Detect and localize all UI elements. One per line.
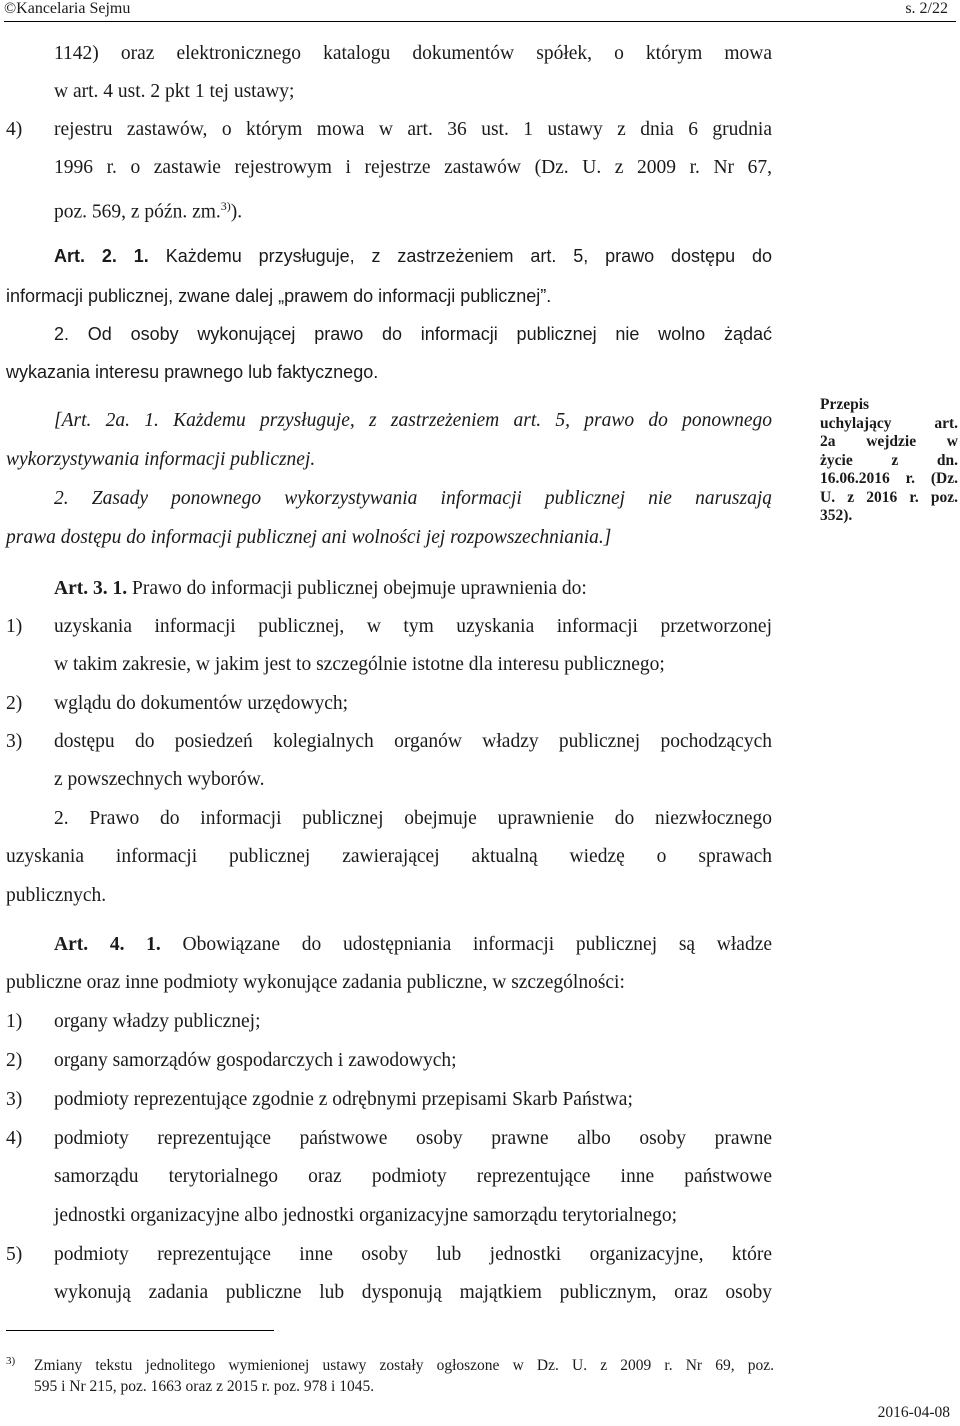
list-item-line: organy samorządów gospodarczych i zawodowych; xyxy=(54,1050,457,1071)
header-rule xyxy=(4,21,956,22)
list-item-line: podmioty reprezentujące państwowe osoby prawne albo osoby prawne xyxy=(54,1128,772,1149)
footnote-mark: 3) xyxy=(6,1355,16,1367)
list-item-text-end: ). xyxy=(230,201,243,223)
list-number: 2) xyxy=(6,693,23,714)
list-item-text: poz. 569, z późn. zm. xyxy=(54,201,221,223)
side-note-line: 16.06.2016 r. (Dz. xyxy=(820,470,958,487)
list-item-line: rejestru zastawów, o którym mowa w art. 36 ust. 1 ustawy z dnia 6 grudnia xyxy=(54,119,772,140)
list-item-line: w takim zakresie, w jakim jest to szczególnie istotne dla interesu publicznego; xyxy=(54,654,665,675)
list-item-line xyxy=(54,195,242,224)
side-note-line: życie z dn. xyxy=(820,451,958,469)
footnote-line: 595 i Nr 215, poz. 1663 oraz z 2015 r. poz. 978 i 1045. xyxy=(34,1378,375,1395)
article-2a-text: Każdemu przysługuje, z zastrzeżeniem art. 5, prawo do ponownego xyxy=(173,410,773,431)
para-text: Zasady ponownego wykorzystywania informacji publicznej nie naruszają xyxy=(91,488,773,509)
article-4-line: publiczne oraz inne podmioty wykonujące zadania publiczne, w szczególności: xyxy=(6,972,625,993)
article-2a-label: [Art. 2a. 1. xyxy=(54,410,159,431)
article-3-para2-line: publicznych. xyxy=(6,885,107,906)
article-2-label: Art. 2. 1. xyxy=(54,246,149,266)
article-2-para2-line: wykazania interesu prawnego lub faktycznego. xyxy=(6,362,379,382)
article-4-text: Obowiązane do udostępniania informacji publicznej są władze xyxy=(182,934,773,955)
article-3-label: Art. 3. 1. xyxy=(54,578,128,599)
list-item-line: podmioty reprezentujące zgodnie z odrębnymi przepisami Skarb Państwa; xyxy=(54,1089,633,1110)
side-note-line: uchylający art. xyxy=(820,414,958,432)
para-label: 2. xyxy=(54,488,69,509)
list-number: 1) xyxy=(6,616,23,637)
document-date: 2016-04-08 xyxy=(877,1404,950,1421)
list-number: 5) xyxy=(6,1244,23,1265)
list-item-line: wglądu do dokumentów urzędowych; xyxy=(54,693,349,714)
footnote-line: Zmiany tekstu jednolitego wymienionej ustawy zostały ogłoszone w Dz. U. z 2009 r. Nr 69, poz. xyxy=(34,1357,774,1374)
page-header xyxy=(0,0,960,22)
article-3-para2 xyxy=(54,808,772,830)
list-item-line: wykonują zadania publiczne lub dysponują majątkiem publicznym, oraz osoby xyxy=(54,1282,772,1303)
article-2-line xyxy=(54,245,772,267)
list-number: 4) xyxy=(6,1128,23,1149)
article-3-text: Prawo do informacji publicznej obejmuje uprawnienia do: xyxy=(131,578,587,599)
footnote-rule xyxy=(6,1330,274,1331)
footnote-reference[interactable]: 3) xyxy=(220,199,231,213)
para-label: 2. xyxy=(54,324,70,344)
list-item-line: dostępu do posiedzeń kolegialnych organów władzy publicznej pochodzących xyxy=(54,731,772,752)
list-item-line: z powszechnych wyborów. xyxy=(54,769,265,790)
list-number: 3) xyxy=(6,731,23,752)
article-2-text: Każdemu przysługuje, z zastrzeżeniem art. 5, prawo dostępu do xyxy=(165,246,772,266)
list-item-line: 1996 r. o zastawie rejestrowym i rejestrze zastawów (Dz. U. z 2009 r. Nr 67, xyxy=(54,157,772,178)
copyright-label: ©Kancelaria Sejmu xyxy=(4,0,131,17)
list-number: 4) xyxy=(6,119,23,140)
article-2a-line: prawa dostępu do informacji publicznej ani wolności jej rozpowszechniania.] xyxy=(6,527,612,548)
para-label: 2. xyxy=(54,808,69,829)
article-2a-para2 xyxy=(54,488,772,510)
article-2a-line: wykorzystywania informacji publicznej. xyxy=(6,449,316,470)
paragraph-line: w art. 4 ust. 2 pkt 1 tej ustawy; xyxy=(54,81,295,102)
side-note-line: 352). xyxy=(820,507,853,524)
article-3-line xyxy=(54,578,587,600)
article-2a-line xyxy=(54,410,772,432)
list-item-line: organy władzy publicznej; xyxy=(54,1011,261,1032)
side-note-line: Przepis xyxy=(820,396,870,413)
list-number: 1) xyxy=(6,1011,23,1032)
article-4-label: Art. 4. 1. xyxy=(54,934,161,955)
side-note-line: U. z 2016 r. poz. xyxy=(820,488,958,506)
article-2-line: informacji publicznej, zwane dalej „prawem do informacji publicznej”. xyxy=(6,286,552,306)
para-text: Prawo do informacji publicznej obejmuje uprawnienie do niezwłocznego xyxy=(89,808,772,829)
list-number: 3) xyxy=(6,1089,23,1110)
list-item-line: jednostki organizacyjne albo jednostki organizacyjne samorządu terytorialnego; xyxy=(54,1205,678,1226)
list-number: 2) xyxy=(6,1050,23,1071)
list-item-line: podmioty reprezentujące inne osoby lub jednostki organizacyjne, które xyxy=(54,1244,772,1265)
side-note-line: 2a wejdzie w xyxy=(820,433,958,450)
page-number: s. 2/22 xyxy=(905,0,948,17)
side-note xyxy=(820,396,958,526)
article-4-line xyxy=(54,934,772,956)
paragraph-line: 1142) oraz elektronicznego katalogu dokumentów spółek, o którym mowa xyxy=(54,43,772,64)
list-item-line: samorządu terytorialnego oraz podmioty reprezentujące inne państwowe xyxy=(54,1166,772,1187)
list-item-line: uzyskania informacji publicznej, w tym uzyskania informacji przetworzonej xyxy=(54,616,772,637)
article-2-para2 xyxy=(54,323,772,345)
para-text: Od osoby wykonującej prawo do informacji publicznej nie wolno żądać xyxy=(87,324,772,344)
article-3-para2-line: uzyskania informacji publicznej zawierającej aktualną wiedzę o sprawach xyxy=(6,846,772,867)
